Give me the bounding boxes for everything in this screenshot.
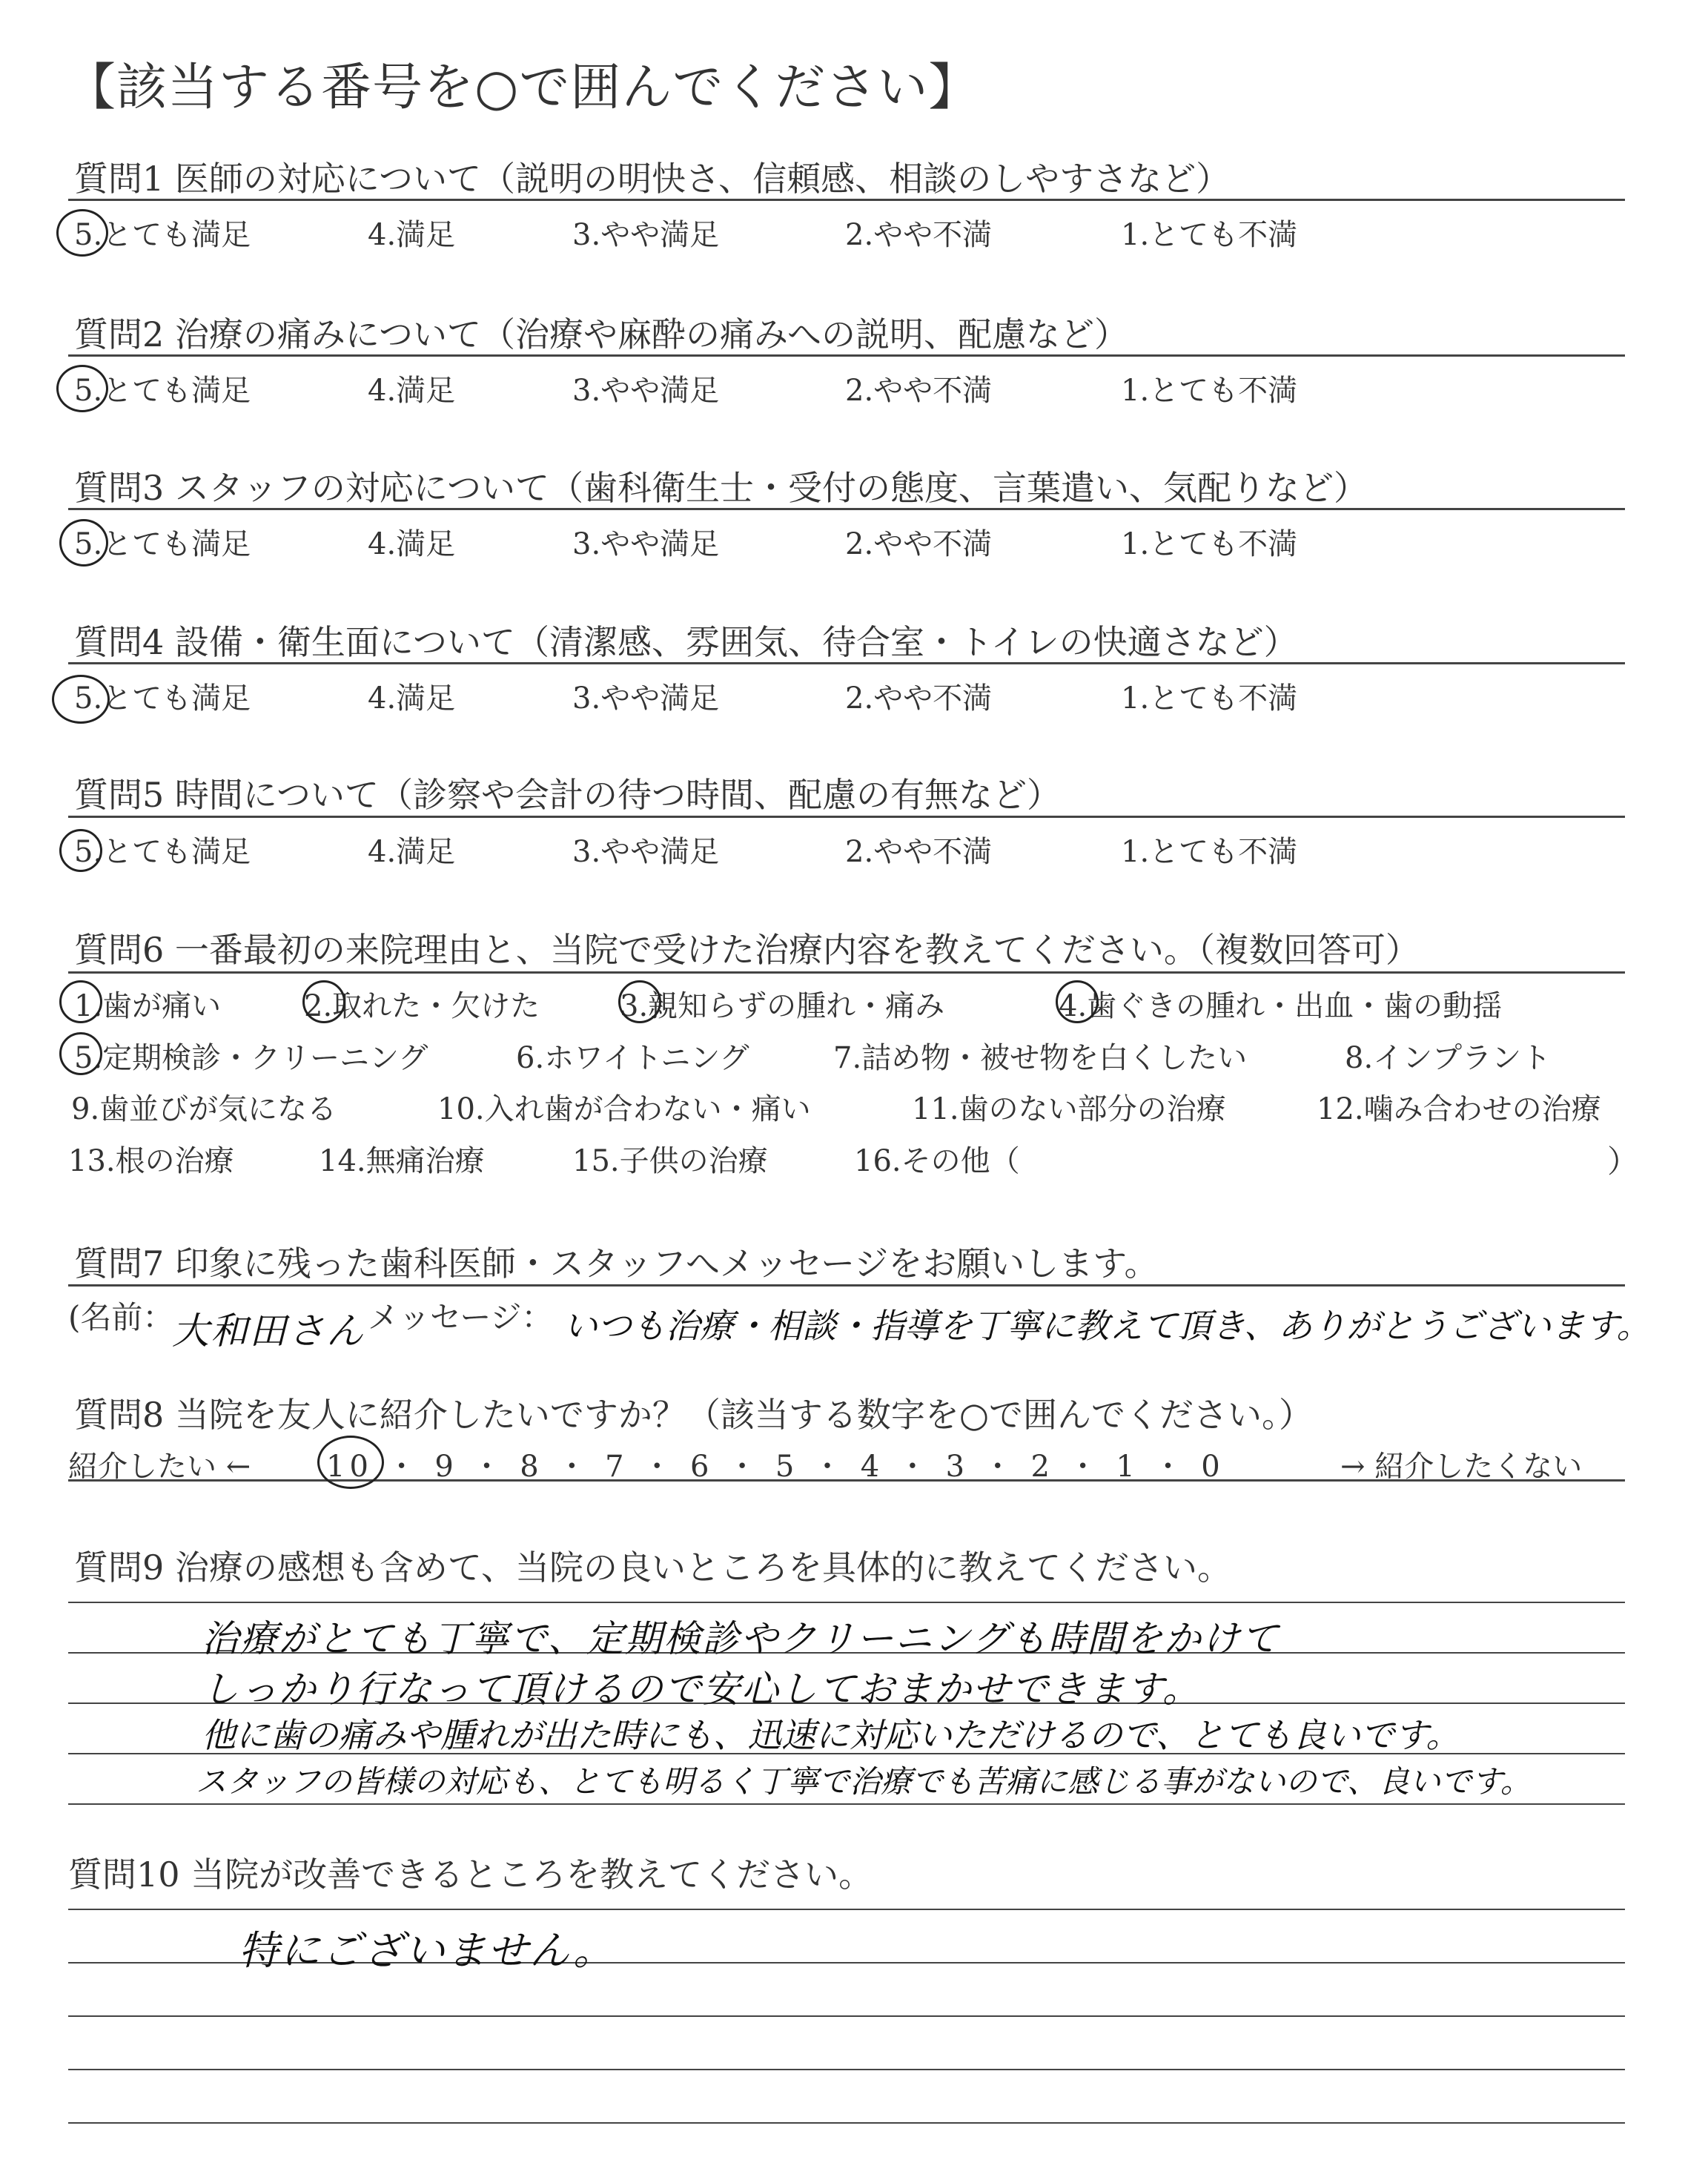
option-1[interactable]: 1.とても不満: [1121, 835, 1298, 869]
question-3: 質問3 スタッフの対応について（歯科衛生士・受付の態度、言葉遣い、気配りなど）: [74, 468, 1368, 508]
selection-circle: [302, 980, 345, 1023]
question-6: 質問6 一番最初の来院理由と、当院で受けた治療内容を教えてください。（複数回答可）: [74, 930, 1420, 970]
option-5[interactable]: 5.とても満足: [74, 374, 251, 408]
selection-circle: [52, 675, 110, 724]
divider: [68, 354, 1625, 357]
q6-option-7[interactable]: 7.詰め物・被せ物を白くしたい: [833, 1041, 1248, 1075]
option-4[interactable]: 4.満足: [368, 374, 456, 408]
divider: [68, 971, 1625, 974]
divider: [68, 662, 1625, 664]
answer-line: [68, 1909, 1625, 1910]
option-3[interactable]: 3.やや満足: [572, 681, 720, 716]
question-5: 質問5 時間について（診察や会計の待つ時間、配慮の有無など）: [74, 775, 1061, 815]
option-5[interactable]: 5.とても満足: [74, 218, 251, 252]
q6-option-16[interactable]: 16.その他（: [854, 1144, 1020, 1178]
not-recommend-label: → 紹介したくない: [1340, 1450, 1583, 1484]
question-9: 質問9 治療の感想も含めて、当院の良いところを具体的に教えてください。: [74, 1548, 1231, 1588]
q10-answer[interactable]: 特にございません。: [239, 1927, 615, 1974]
selection-circle: [59, 829, 102, 872]
q6-option-5[interactable]: 5.定期検診・クリーニング: [74, 1041, 428, 1075]
option-5[interactable]: 5.とても満足: [74, 681, 251, 716]
question-4: 質問4 設備・衛生面について（清潔感、雰囲気、待合室・トイレの快適さなど）: [74, 622, 1298, 662]
option-2[interactable]: 2.やや不満: [845, 374, 993, 408]
divider: [68, 508, 1625, 510]
q6-option-8[interactable]: 8.インプラント: [1345, 1041, 1552, 1075]
question-7: 質問7 印象に残った歯科医師・スタッフへメッセージをお願いします。: [74, 1244, 1159, 1284]
option-2[interactable]: 2.やや不満: [845, 527, 993, 561]
recommend-label: 紹介したい ←: [68, 1450, 251, 1484]
q6-option-13[interactable]: 13.根の治療: [68, 1144, 234, 1178]
option-1[interactable]: 1.とても不満: [1121, 681, 1298, 716]
option-2[interactable]: 2.やや不満: [845, 218, 993, 252]
option-3[interactable]: 3.やや満足: [572, 835, 720, 869]
option-1[interactable]: 1.とても不満: [1121, 527, 1298, 561]
q6-option-2[interactable]: 2.取れた・欠けた: [304, 989, 540, 1023]
q6-option-14[interactable]: 14.無痛治療: [319, 1144, 485, 1178]
answer-line: [68, 1602, 1625, 1603]
q9-answer-line-4[interactable]: スタッフの皆様の対応も、とても明るく丁寧で治療でも苦痛に感じる事がないので、良いです。: [196, 1763, 1532, 1800]
option-4[interactable]: 4.満足: [368, 527, 456, 561]
q6-option-4[interactable]: 4.歯ぐきの腫れ・出血・歯の動揺: [1059, 989, 1503, 1023]
option-4[interactable]: 4.満足: [368, 835, 456, 869]
selection-circle: [59, 519, 108, 567]
option-5[interactable]: 5.とても満足: [74, 835, 251, 869]
option-1[interactable]: 1.とても不満: [1121, 218, 1298, 252]
selection-circle: [618, 980, 661, 1023]
question-10: 質問10 当院が改善できるところを教えてください。: [68, 1855, 873, 1895]
answer-line: [68, 2122, 1625, 2124]
q9-answer-line-2[interactable]: しっかり行なって頂けるので安心しておまかせできます。: [202, 1668, 1201, 1711]
option-2[interactable]: 2.やや不満: [845, 681, 993, 716]
recommend-scale[interactable]: 10 ・ 9 ・ 8 ・ 7 ・ 6 ・ 5 ・ 4 ・ 3 ・ 2 ・ 1 ・ 0: [326, 1450, 1225, 1484]
q9-answer-line-3[interactable]: 他に歯の痛みや腫れが出た時にも、迅速に対応いただけるので、とても良いです。: [202, 1715, 1460, 1755]
option-2[interactable]: 2.やや不満: [845, 835, 993, 869]
page-title: 【該当する番号を○で囲んでください】: [65, 59, 980, 117]
option-3[interactable]: 3.やや満足: [572, 527, 720, 561]
question-2: 質問2 治療の痛みについて（治療や麻酔の痛みへの説明、配慮など）: [74, 314, 1129, 354]
divider: [68, 199, 1625, 201]
option-4[interactable]: 4.満足: [368, 681, 456, 716]
selection-circle: [56, 209, 108, 257]
option-4[interactable]: 4.満足: [368, 218, 456, 252]
selection-circle: [317, 1436, 384, 1489]
selection-circle: [56, 365, 108, 412]
answer-line: [68, 2069, 1625, 2070]
q6-option-12[interactable]: 12.噛み合わせの治療: [1317, 1092, 1601, 1126]
option-3[interactable]: 3.やや満足: [572, 218, 720, 252]
q6-other-close: ）: [1607, 1143, 1639, 1180]
selection-circle: [1056, 980, 1099, 1023]
q6-option-9[interactable]: 9.歯並びが気になる: [71, 1092, 337, 1126]
option-3[interactable]: 3.やや満足: [572, 374, 720, 408]
question-8: 質問8 当院を友人に紹介したいですか？（該当する数字を○で囲んでください。）: [74, 1395, 1314, 1435]
question-1: 質問1 医師の対応について（説明の明快さ、信頼感、相談のしやすさなど）: [74, 159, 1231, 199]
q6-option-15[interactable]: 15.子供の治療: [572, 1144, 768, 1178]
q6-option-11[interactable]: 11.歯のない部分の治療: [912, 1092, 1226, 1126]
option-5[interactable]: 5.とても満足: [74, 527, 251, 561]
q6-option-10[interactable]: 10.入れ歯が合わない・痛い: [437, 1092, 811, 1126]
divider: [68, 1284, 1625, 1287]
divider: [68, 816, 1625, 818]
name-label: (名前：: [68, 1299, 174, 1335]
q6-option-1[interactable]: 1.歯が痛い: [74, 989, 222, 1023]
answer-line: [68, 1803, 1625, 1805]
message-label: メッセージ：: [368, 1299, 553, 1335]
answer-line: [68, 2015, 1625, 2017]
q6-option-3[interactable]: 3.親知らずの腫れ・痛み: [620, 989, 945, 1023]
q9-answer-line-1[interactable]: 治療がとても丁寧で、定期検診やクリーニングも時間をかけて: [202, 1617, 1280, 1660]
message-value[interactable]: いつも治療・相談・指導を丁寧に教えて頂き、ありがとうございます。: [563, 1306, 1651, 1346]
option-1[interactable]: 1.とても不満: [1121, 374, 1298, 408]
name-value[interactable]: 大和田さん: [172, 1309, 365, 1353]
q6-option-6[interactable]: 6.ホワイトニング: [516, 1041, 749, 1075]
selection-circle: [59, 980, 102, 1023]
selection-circle: [59, 1032, 102, 1075]
